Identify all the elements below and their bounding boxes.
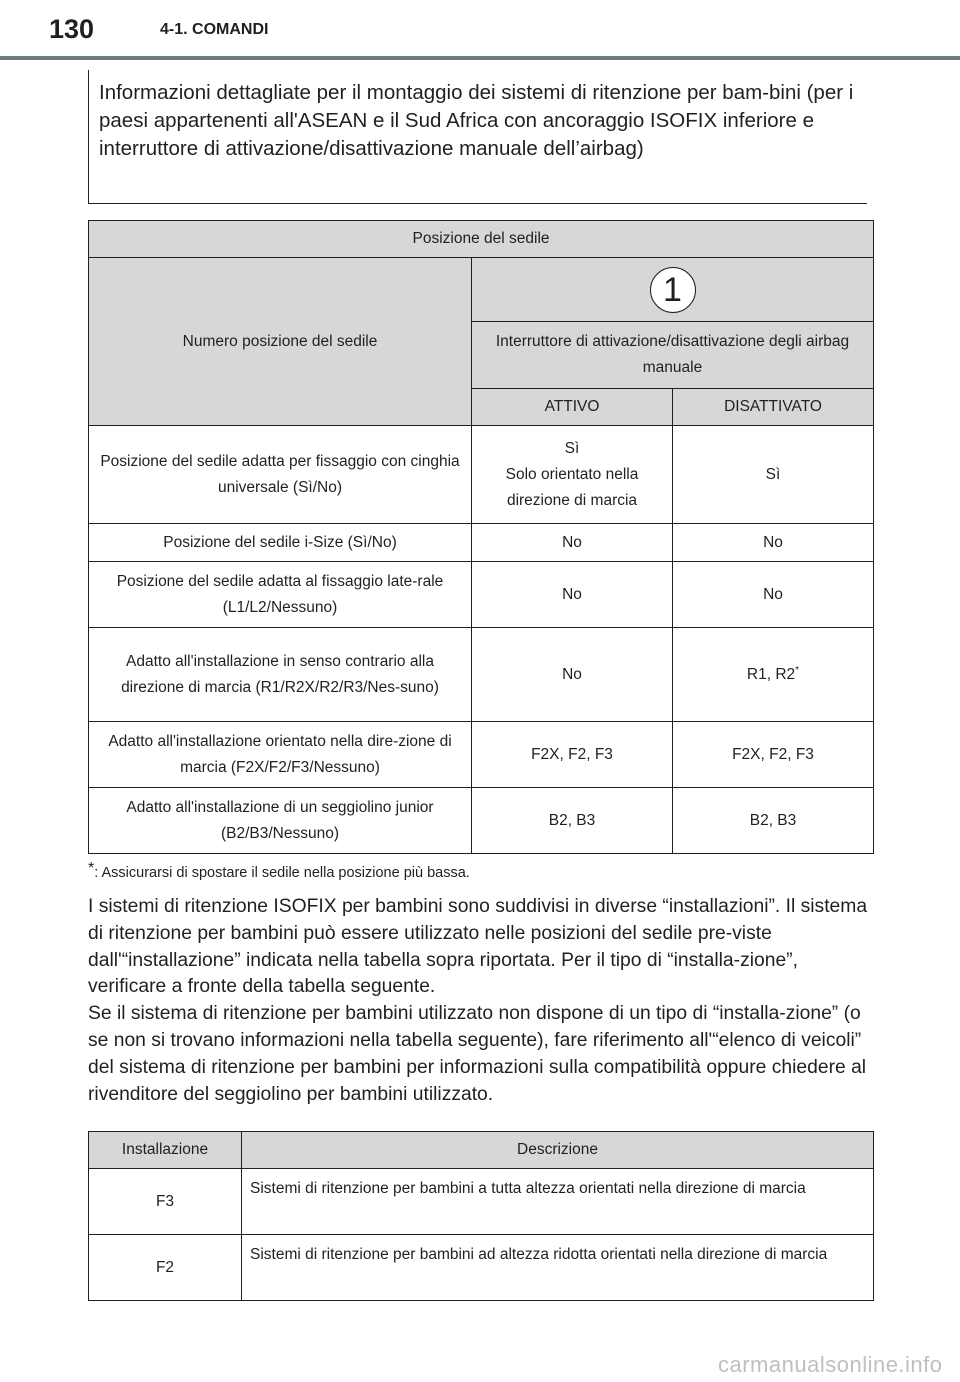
row-off-value: No <box>673 562 874 628</box>
row-off-value-text: R1, R2 <box>746 665 796 683</box>
description-column-header: Descrizione <box>242 1132 874 1169</box>
row-off-value: No <box>673 524 874 562</box>
table-row <box>89 1235 874 1301</box>
section-title: Informazioni dettagliate per il montaggio dei sistemi di ritenzione per bam-bini (per i paesi appartenenti all'ASEAN e il Sud Africa con ancoraggio ISOFIX inferiore e interruttore di attivazione/disattivazione manuale dell’airbag) <box>99 81 854 160</box>
row-on-value: No <box>472 524 673 562</box>
row-label: Adatto all'installazione in senso contrario alla direzione di marcia (R1/R2X/R2/R3/Nes-suno) <box>89 628 472 722</box>
body-paragraph: I sistemi di ritenzione ISOFIX per bambini sono suddivisi in diverse “installazioni”. Il sistema di ritenzione per bambini può essere utilizzato nelle posizioni del sedile pre-viste dall'“installazione” indicata nella tabella sopra riportata. Per il tipo di “installa-zione”, verificare a fronte della tabella seguente. <box>88 896 868 998</box>
row-off-value: B2, B3 <box>673 788 874 854</box>
footnote-marker: * <box>88 860 95 877</box>
table-row <box>89 562 874 628</box>
table-row <box>89 628 874 722</box>
install-code: F3 <box>89 1169 242 1235</box>
watermark: carmanualsonline.info <box>718 1352 943 1377</box>
row-label: Posizione del sedile adatta al fissaggio late-rale (L1/L2/Nessuno) <box>89 562 472 628</box>
column-on: ATTIVO <box>472 389 673 426</box>
row-label: Adatto all'installazione orientato nella dire-zione di marcia (F2X/F2/F3/Nessuno) <box>89 722 472 788</box>
row-on-value <box>472 426 673 524</box>
table-row <box>89 1169 874 1235</box>
page-header <box>0 0 960 62</box>
body-text <box>88 894 878 1108</box>
install-description: Sistemi di ritenzione per bambini ad altezza ridotta orientati nella direzione di marcia <box>242 1235 874 1301</box>
footnote <box>88 860 470 881</box>
column-off: DISATTIVATO <box>673 389 874 426</box>
section-heading-box <box>88 70 867 204</box>
row-off-value: F2X, F2, F3 <box>673 722 874 788</box>
install-description: Sistemi di ritenzione per bambini a tutta altezza orientati nella direzione di marcia <box>242 1169 874 1235</box>
table-row <box>89 722 874 788</box>
airbag-switch-label: Interruttore di attivazione/disattivazione degli airbag manuale <box>472 322 874 389</box>
table-row <box>89 524 874 562</box>
seat-number-cell <box>472 258 874 322</box>
install-code: F2 <box>89 1235 242 1301</box>
row-on-value: F2X, F2, F3 <box>472 722 673 788</box>
seat-position-table <box>88 220 874 854</box>
seat-number-label: Numero posizione del sedile <box>89 258 472 426</box>
row-label: Adatto all'installazione di un seggiolino junior (B2/B3/Nessuno) <box>89 788 472 854</box>
page-number: 130 <box>49 14 95 44</box>
seat-number-badge: 1 <box>650 267 696 313</box>
footnote-mark: * <box>795 664 800 676</box>
installation-table <box>88 1131 874 1301</box>
install-column-header: Installazione <box>89 1132 242 1169</box>
row-on-value: No <box>472 628 673 722</box>
seat-position-header: Posizione del sedile <box>89 221 874 258</box>
chapter-title: 4-1. COMANDI <box>160 21 269 38</box>
table-row <box>89 788 874 854</box>
footnote-text: : Assicurarsi di spostare il sedile nella posizione più bassa. <box>94 865 470 881</box>
row-on-value: B2, B3 <box>472 788 673 854</box>
row-on-value-line2: Solo orientato nella direzione di marcia <box>505 465 639 509</box>
header-rule <box>0 56 960 60</box>
row-off-value <box>673 628 874 722</box>
row-on-value-line1: Sì <box>564 439 580 457</box>
table-row <box>89 426 874 524</box>
row-label: Posizione del sedile adatta per fissaggio con cinghia universale (Sì/No) <box>89 426 472 524</box>
body-paragraph: Se il sistema di ritenzione per bambini utilizzato non dispone di un tipo di “installa-zione” (o se non si trovano informazioni nella tabella seguente), fare riferimento all'“elenco di veicoli” del sistema di ritenzione per bambini per informazioni sulla compatibilità oppure chiedere al rivenditore del seggiolino per bambini utilizzato. <box>88 1003 867 1105</box>
row-label: Posizione del sedile i-Size (Sì/No) <box>89 524 472 562</box>
row-on-value: No <box>472 562 673 628</box>
row-off-value: Sì <box>673 426 874 524</box>
